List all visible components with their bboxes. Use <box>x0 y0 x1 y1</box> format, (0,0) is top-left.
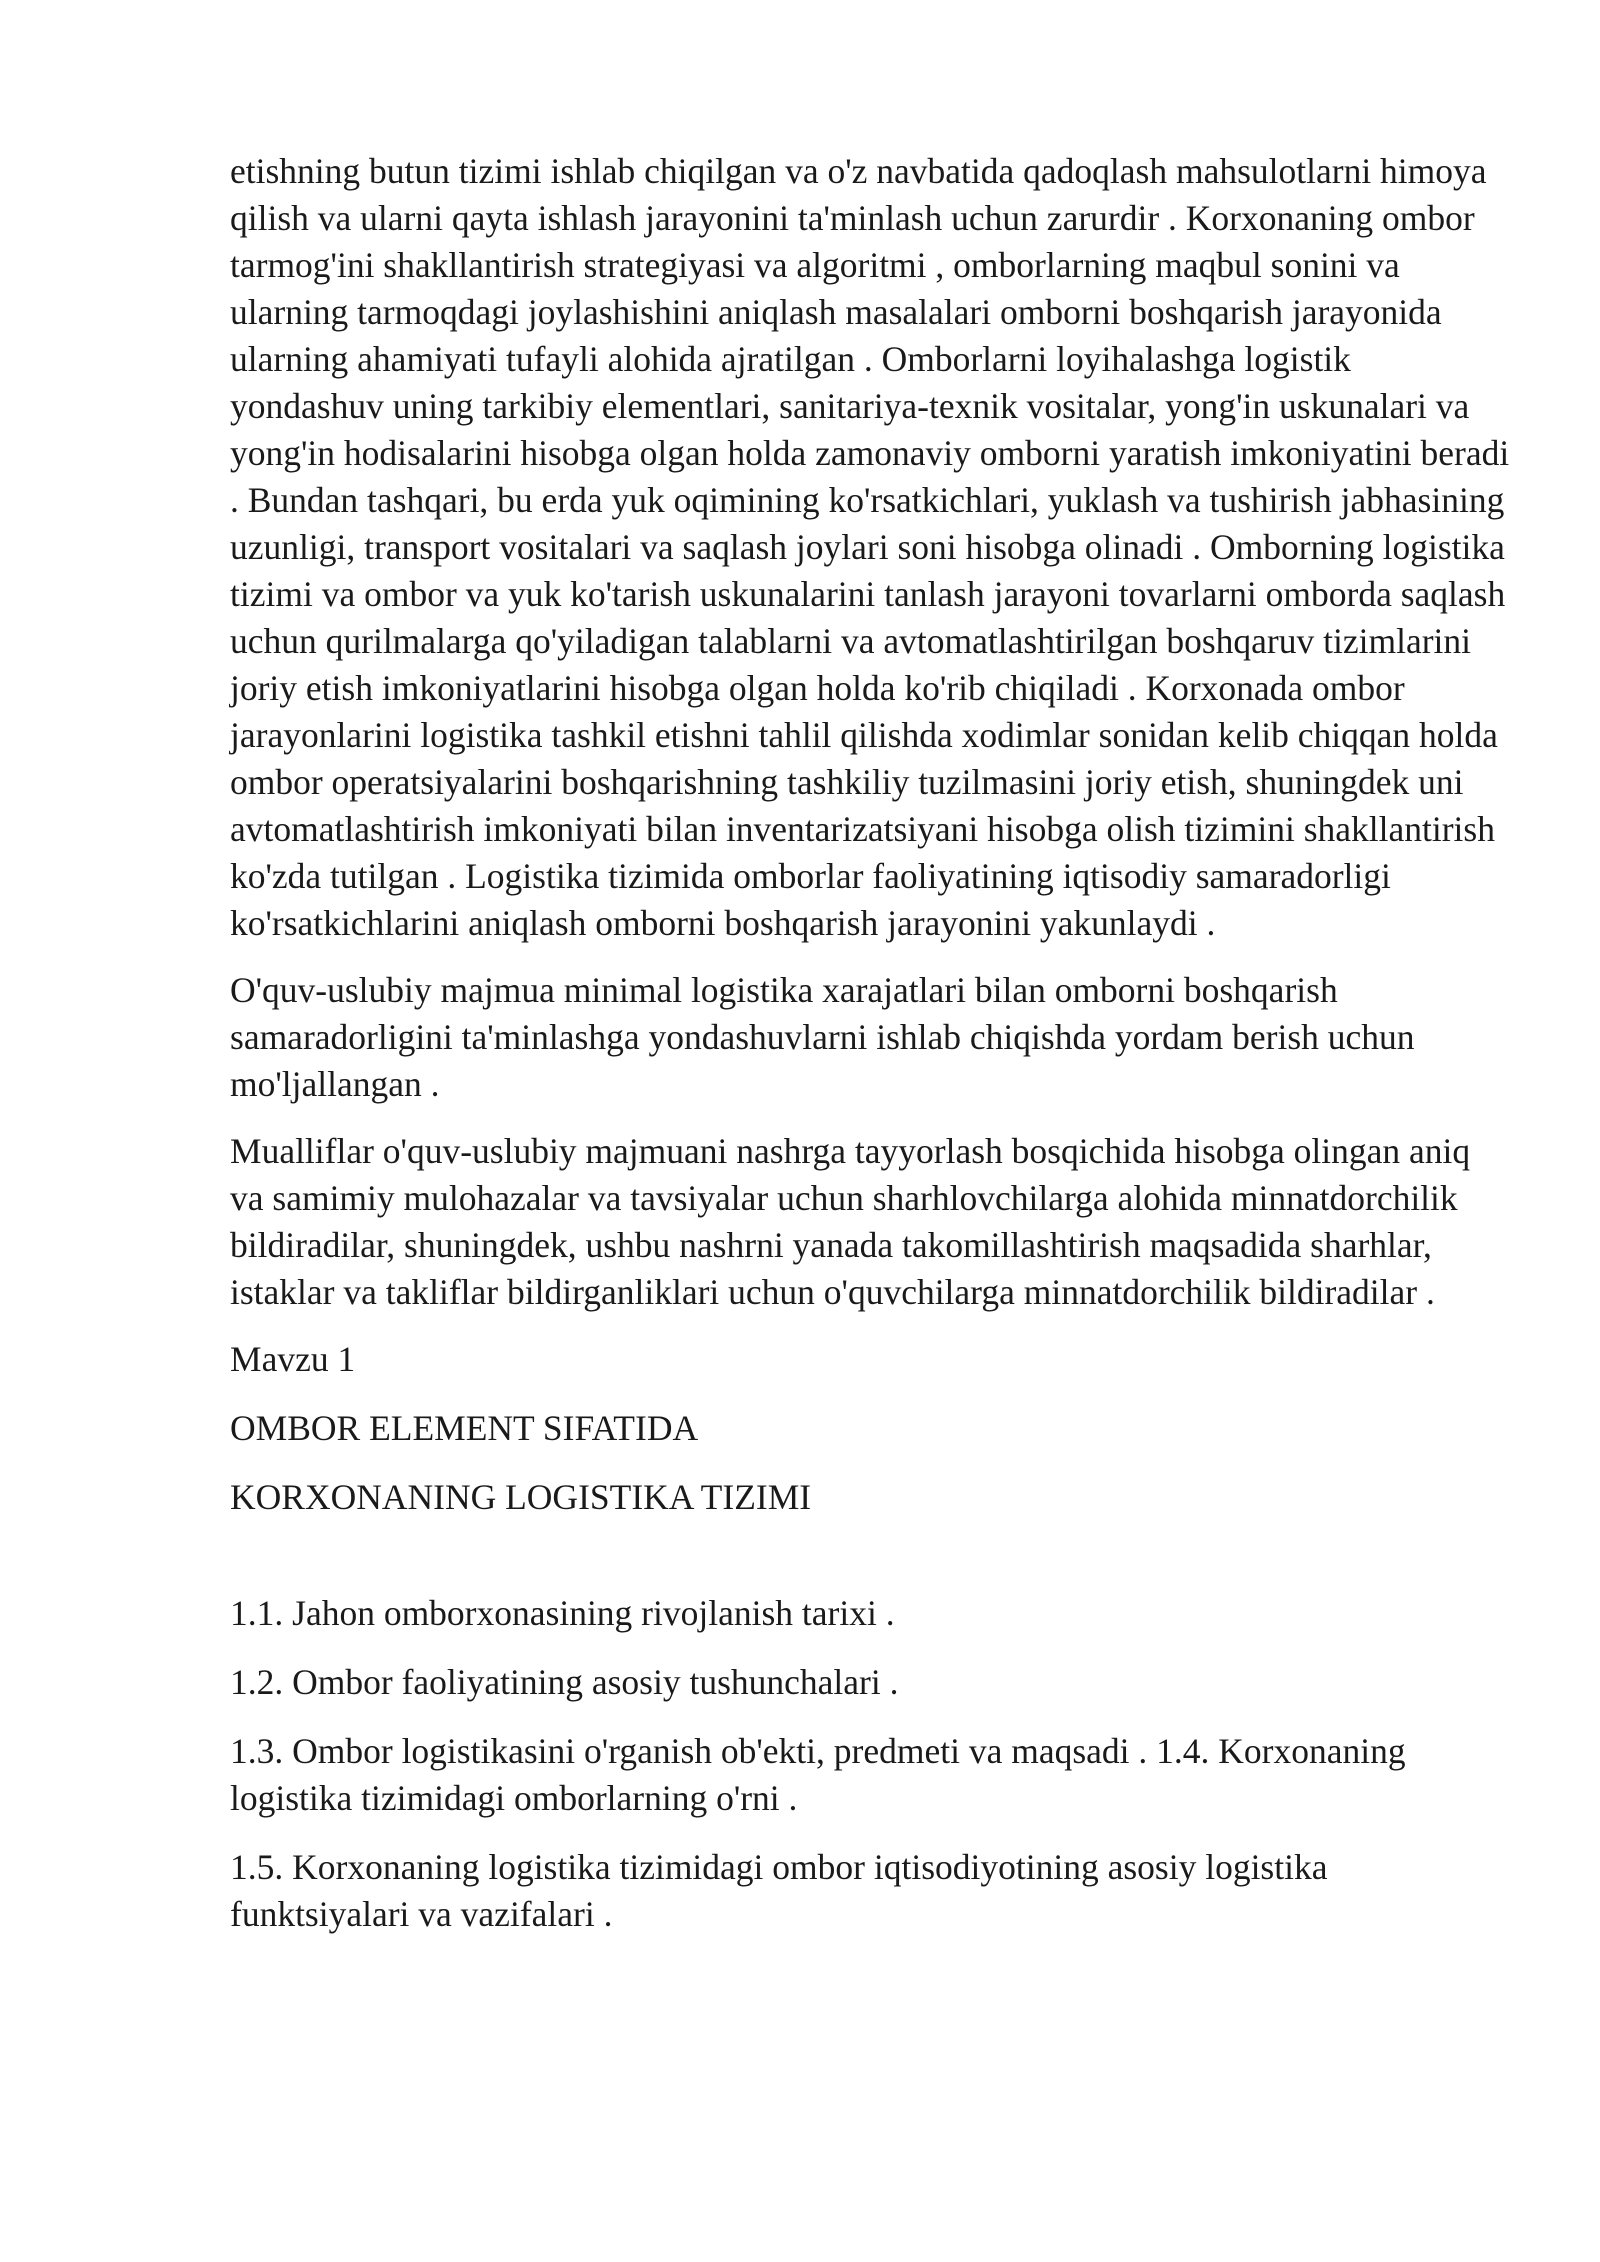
outline-item: 1.5. Korxonaning logistika tizimidagi ombor iqtisodiyotining asosiy logistika funktsiyalari va vazifalari . <box>230 1847 1328 1934</box>
section-spacer <box>230 1543 1510 1590</box>
topic-label: Mavzu 1 <box>230 1339 356 1379</box>
body-paragraph: Mualliflar o'quv-uslubiy majmuani nashrga tayyorlash bosqichida hisobga olingan aniq va samimiy mulohazalar va tavsiyalar uchun sharhlovchilarga alohida minnatdorchilik bildiradilar, shuningdek, ushbu nashrni yanada takomillashtirish maqsadida sharhlar, istaklar va takliflar bildirganliklari uchun o'quvchilarga minnatdorchilik bildiradilar . <box>230 1131 1471 1312</box>
topic-title-line: OMBOR ELEMENT SIFATIDA <box>230 1408 699 1448</box>
outline-item: 1.3. Ombor logistikasini o'rganish ob'ekti, predmeti va maqsadi . 1.4. Korxonaning logistika tizimidagi omborlarning o'rni . <box>230 1731 1406 1818</box>
outline-item: 1.1. Jahon omborxonasining rivojlanish tarixi . <box>230 1593 895 1633</box>
outline-item: 1.2. Ombor faoliyatining asosiy tushunchalari . <box>230 1662 899 1702</box>
topic-title-line: KORXONANING LOGISTIKA TIZIMI <box>230 1477 812 1517</box>
body-paragraph: O'quv-uslubiy majmua minimal logistika xarajatlari bilan omborni boshqarish samaradorligini ta'minlashga yondashuvlarni ishlab chiqishda yordam berish uchun mo'ljallangan . <box>230 970 1415 1104</box>
body-paragraph: etishning butun tizimi ishlab chiqilgan va o'z navbatida qadoqlash mahsulotlarni himoya qilish va ularni qayta ishlash jarayonini ta'minlash uchun zarurdir . Korxonaning ombor tarmog'ini shakllantirish strategiyasi va algoritmi , omborlarning maqbul sonini va ularning tarmoqdagi joylashishini aniqlash masalalari omborni boshqarish jarayonida ularning ahamiyati tufayli alohida ajratilgan . Omborlarni loyihalashga logistik yondashuv uning tarkibiy elementlari, sanitariya-texnik vositalar, yong'in uskunalari va yong'in hodisalarini hisobga olgan holda zamonaviy omborni yaratish imkoniyatini beradi . Bundan tashqari, bu erda yuk oqimining ko'rsatkichlari, yuklash va tushirish jabhasining uzunligi, transport vositalari va saqlash joylari soni hisobga olinadi . Omborning logistika tizimi va ombor va yuk ko'tarish uskunalarini tanlash jarayoni tovarlarni omborda saqlash uchun qurilmalarga qo'yiladigan talablarni va avtomatlashtirilgan boshqaruv tizimlarini joriy etish imkoniyatlarini hisobga olgan holda ko'rib chiqiladi . Korxonada ombor jarayonlarini logistika tashkil etishni tahlil qilishda xodimlar sonidan kelib chiqqan holda ombor operatsiyalarini boshqarishning tashkiliy tuzilmasini joriy etish, shuningdek uni avtomatlashtirish imkoniyati bilan inventarizatsiyani hisobga olish tizimini shakllantirish ko'zda tutilgan . Logistika tizimida omborlar faoliyatining iqtisodiy samaradorligi ko'rsatkichlarini aniqlash omborni boshqarish jarayonini yakunlaydi . <box>230 151 1510 943</box>
document-page <box>230 148 1510 1960</box>
